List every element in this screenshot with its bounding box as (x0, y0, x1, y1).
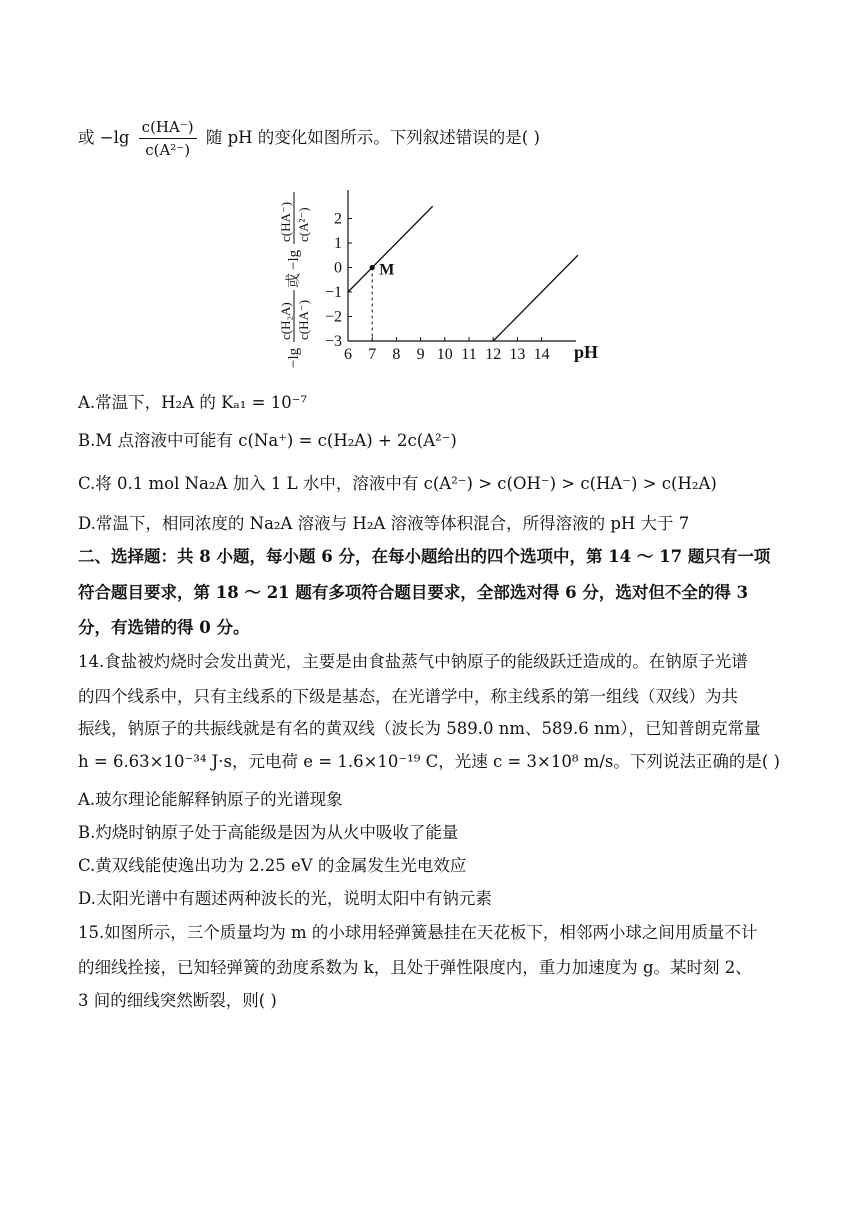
q14-line4: h = 6.63×10⁻³⁴ J·s，元电荷 e = 1.6×10⁻¹⁹ C，光速 c = 3×10⁸ m/s。下列说法正确的是( ) (78, 752, 780, 771)
ylabel-or: 或 (286, 272, 302, 288)
y-tick-label: 0 (334, 259, 342, 277)
point-m (370, 265, 375, 270)
x-axis-label: pH (574, 342, 599, 362)
chem-option-b: B.M 点溶液中可能有 c(Na⁺) = c(H₂A) + 2c(A²⁻) (78, 431, 457, 450)
chart-plot-area (325, 190, 598, 363)
section2-line1: 二、选择题：共 8 小题，每小题 6 分，在每小题给出的四个选项中，第 14 ～ 17 题只有一项 (78, 547, 771, 566)
ylabel-neg-lg-2: −lg (286, 249, 302, 270)
y-tick-label: −3 (324, 333, 342, 350)
ylabel-frac2-num: c(HA⁻) (278, 201, 293, 242)
q15-line3: 3 间的细线突然断裂，则( ) (78, 991, 277, 1010)
q15-line1: 15.如图所示，三个质量均为 m 的小球用轻弹簧悬挂在天花板下，相邻两小球之间用质量不计 (78, 923, 758, 942)
intro-line (78, 118, 796, 159)
point-m-label: M (379, 261, 395, 279)
section2-line2: 符合题目要求，第 18 ～ 21 题有多项符合题目要求，全部选对得 6 分，选对但不全的得 3 (78, 583, 749, 602)
intro-prefix: 或 −lg (78, 128, 130, 147)
series-line-1 (348, 206, 433, 292)
q14-line3: 振线，钠原子的共振线就是有名的黄双线（波长为 589.0 nm、589.6 nm），已知普朗克常量 (78, 719, 761, 738)
x-tick-label: 13 (509, 346, 526, 363)
x-tick-label: 8 (392, 346, 401, 363)
x-tick-label: 11 (461, 346, 477, 363)
y-tick-label: 1 (334, 235, 342, 252)
ylabel-frac1-num: c(H₂A) (278, 302, 293, 340)
x-tick-label: 10 (436, 346, 453, 363)
intro-suffix: 随 pH 的变化如图所示。下列叙述错误的是( ) (205, 128, 540, 147)
q14-option-a: A.玻尔理论能解释钠原子的光谱现象 (78, 790, 343, 809)
intro-fraction (139, 118, 197, 159)
section2-line3: 分，有选错的得 0 分。 (78, 618, 250, 637)
y-tick-label: −1 (324, 284, 342, 301)
q14-option-d: D.太阳光谱中有题述两种波长的光，说明太阳中有钠元素 (78, 889, 492, 908)
y-tick-label: −2 (324, 308, 342, 326)
q14-option-b: B.灼烧时钠原子处于高能级是因为从火中吸收了能量 (78, 823, 459, 842)
chem-option-a: A.常温下，H₂A 的 Kₐ₁ = 10⁻⁷ (78, 393, 308, 412)
x-tick-label: 14 (533, 346, 550, 363)
ylabel-frac1-den: c(HA⁻) (296, 299, 311, 340)
ylabel-frac2-den: c(A²⁻) (296, 207, 311, 242)
series-line-2 (493, 255, 578, 341)
chart-ylabel (278, 192, 311, 368)
q14-line1: 14.食盐被灼烧时会发出黄光，主要是由食盐蒸气中钠原子的能级跃迁造成的。在钠原子光谱 (78, 652, 748, 671)
q15-line2: 的细线拴接，已知轻弹簧的劲度系数为 k，且处于弹性限度内，重力加速度为 g。某时刻 2、 (78, 958, 752, 977)
q14-option-c: C.黄双线能使逸出功为 2.25 eV 的金属发生光电效应 (78, 856, 467, 875)
chem-option-d: D.常温下，相同浓度的 Na₂A 溶液与 H₂A 溶液等体积混合，所得溶液的 pH 大于 7 (78, 514, 690, 533)
q14-line2: 的四个线系中，只有主线系的下级是基态，在光谱学中，称主线系的第一组线（双线）为共 (78, 687, 738, 706)
x-tick-label: 12 (485, 346, 502, 363)
ph-chart (270, 176, 600, 371)
ylabel-neg-lg-1: −lg (286, 347, 302, 368)
x-tick-label: 6 (344, 346, 352, 363)
chem-option-c: C.将 0.1 mol Na₂A 加入 1 L 水中，溶液中有 c(A²⁻) > c(OH⁻) > c(HA⁻) > c(H₂A) (78, 474, 717, 493)
intro-fraction-numerator: c(HA⁻) (139, 118, 197, 139)
x-tick-label: 9 (416, 346, 425, 363)
intro-fraction-denominator: c(A²⁻) (145, 141, 191, 159)
y-tick-label: 2 (334, 210, 342, 228)
x-tick-label: 7 (368, 346, 377, 363)
